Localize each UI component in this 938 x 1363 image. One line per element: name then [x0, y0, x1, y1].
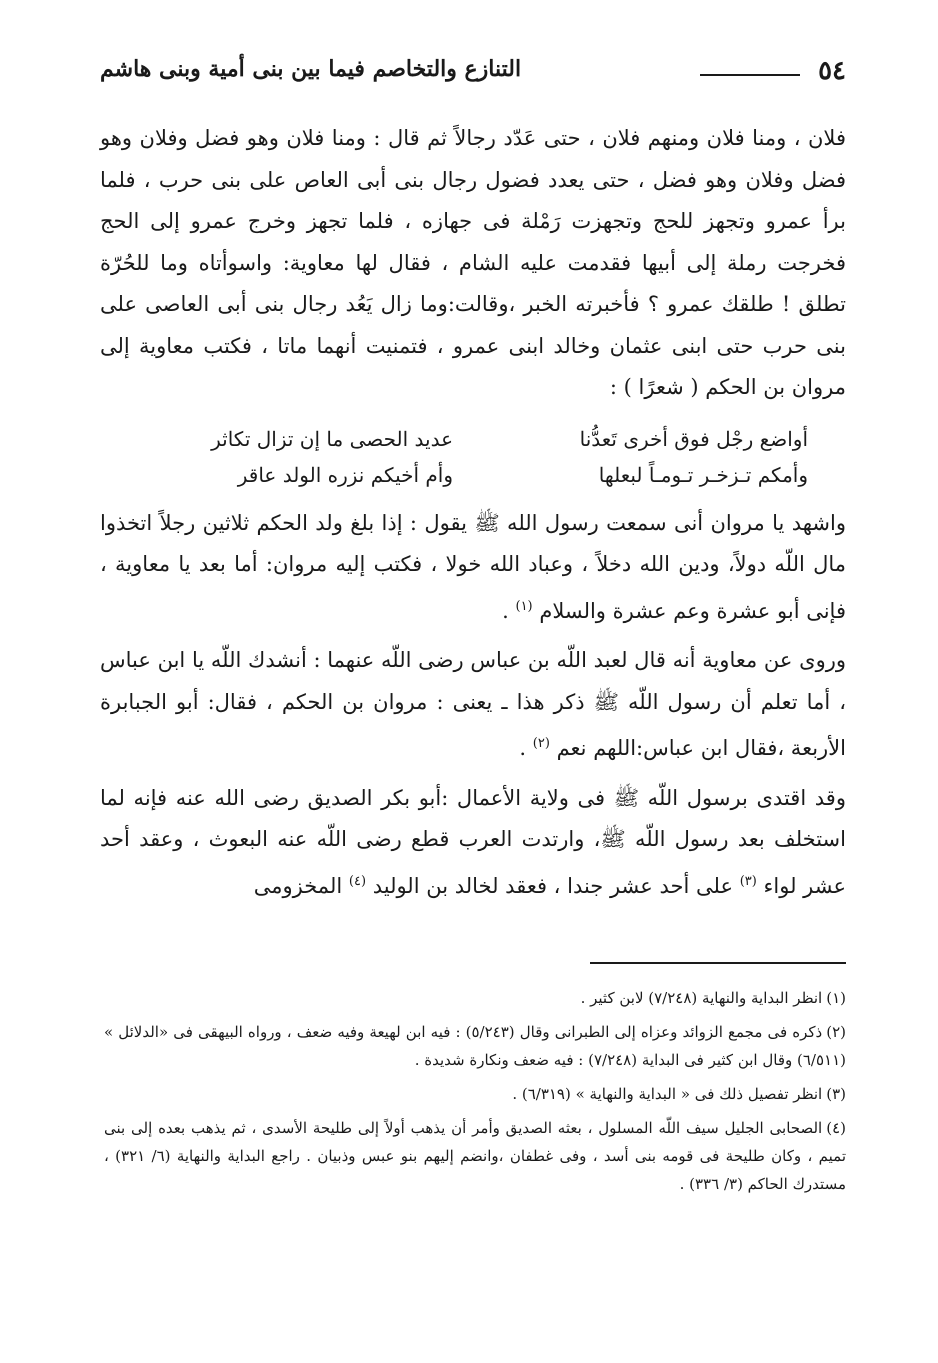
footnote-text: الصحابى الجليل سيف اللّه المسلول ، بعثه الصديق وأمر أن يذهب أولاً إلى طليحة الأسدى ، ثم يذهب بعده إلى بنى تميم ، وكان طليحة فى قومه بنى أسد ، وفى غطفان ،وانضم إليهم بنو عبس وذبيان . راجع البداية والنهاية (٦/ ٣٢١) ، مستدرك الحاكم (٣/ ٣٣٦) .: [104, 1119, 846, 1193]
footnote-ref-1[interactable]: (١): [515, 598, 533, 614]
footnote-1: [104, 984, 846, 1012]
paragraph-4-text-a: وقد اقتدى برسول اللّه ﷺ فى ولاية الأعمال :أبو بكر الصديق رضى الله عنه فإنه لما استخلف بعد رسول اللّه ﷺ، وارتدت العرب قطع رضى اللّه عنه البعوث ، وعقد أحد عشر لواء: [100, 785, 846, 898]
poem-line-1-second-hemistich: عديد الحصى ما إن تزال تكاثر: [211, 426, 453, 451]
footnote-ref-3[interactable]: (٣): [739, 873, 757, 889]
footnote-text: ذكره فى مجمع الزوائد وعزاه إلى الطبرانى وقال (٥/٢٤٣) : فيه ابن لهيعة وفيه ضعف ، ورواه البيهقى فى «الدلائل » (٦/٥١١) وقال ابن كثير فى البداية (٧/٢٤٨) : فيه ضعف ونكارة شديدة .: [104, 1023, 846, 1069]
poem-line-1-first-hemistich: أواضع رجْل فوق أخرى تَعدُّنا: [579, 426, 808, 451]
footnote-ref-4[interactable]: (٤): [348, 873, 367, 889]
footnote-text: انظر البداية والنهاية (٧/٢٤٨) لابن كثير .: [580, 989, 823, 1007]
footnote-number: (٣): [826, 1085, 846, 1103]
footnote-ref-2[interactable]: (٢): [532, 736, 550, 751]
footnote-text: انظر تفصيل ذلك فى « البداية والنهاية » (٦/٣١٩) .: [512, 1085, 823, 1103]
footnotes: [104, 984, 846, 1204]
header-rule: [700, 74, 800, 76]
footnote-2: [104, 1018, 846, 1074]
footnote-separator: [590, 962, 846, 964]
paragraph-3-end: .: [519, 736, 527, 760]
running-title: التنازع والتخاصم فيما بين بنى أمية وبنى هاشم: [100, 56, 522, 82]
running-header: [100, 52, 846, 92]
paragraph-2-end: .: [502, 598, 509, 623]
page-number: ٥٤: [818, 56, 846, 86]
paragraph-2: [100, 503, 846, 633]
paragraph-1: فلان ، ومنا فلان ومنهم فلان ، حتى عَدّد رجالاً ثم قال : ومنا فلان وهو فضل وفلان وهو فضل وفلان وهو فضل ، حتى يعدد فضول رجال بنى أبى العاص على بنى حرب ، فلما برأ عمرو وتجهز للحج وتجهزت رَمْلة فى جهازه ، فلما تجهز وخرج عمرو إلى الحج فخرجت رملة إلى أبيها فقدمت عليه الشام ، فقال لها معاوية: واسوأتاه وما للحُرّة تطلق ! طلقك عمرو ؟ فأخبرته الخبر ،وقالت:وما زال يَعُد رجال بنى أبى العاصى على بنى حرب حتى ابنى عثمان وخالد ابنى عمرو ، فتمنيت أنهما ماتا ، فكتب معاوية إلى مروان بن الحكم ( شعرًا ) :: [100, 126, 846, 399]
poem: [100, 421, 846, 493]
footnote-number: (٤): [826, 1119, 846, 1137]
footnote-number: (٢): [826, 1023, 846, 1041]
footnote-4: [104, 1114, 846, 1198]
poem-line-2-first-hemistich: وأمكم تـزخـر تـومـاً لبعلها: [598, 462, 808, 487]
paragraph-3-text: وروى عن معاوية أنه قال لعبد اللّه بن عباس رضى اللّه عنهما : أنشدك اللّه يا ابن عباس ، أما تعلم أن رسول اللّه ﷺ ذكر هذا ـ يعنى : مروان بن الحكم ، فقال: أبو الجبابرة الأربعة ،فقال ابن عباس:اللهم نعم: [100, 648, 846, 760]
footnote-number: (١): [826, 989, 846, 1007]
poem-line-2-second-hemistich: وأم أخيكم نزره الولد عاقر: [237, 462, 453, 487]
paragraph-4: [100, 778, 846, 908]
paragraph-2-text: واشهد يا مروان أنى سمعت رسول الله ﷺ يقول : إذا بلغ ولد الحكم ثلاثين رجلاً اتخذوا مال اللّه دولاً، ودين الله دخلاً ، وعباد الله خولا ، فكتب إليه مروان: أما بعد يا معاوية ، فإنى أبو عشرة وعم عشرة والسلام: [100, 510, 846, 623]
paragraph-4-text-c: المخزومى: [253, 873, 343, 898]
paragraph-4-text-b: على أحد عشر جندا ، فعقد لخالد بن الوليد: [372, 873, 733, 898]
paragraph-3: [100, 640, 846, 770]
main-text: [100, 118, 846, 907]
footnote-3: [104, 1080, 846, 1108]
